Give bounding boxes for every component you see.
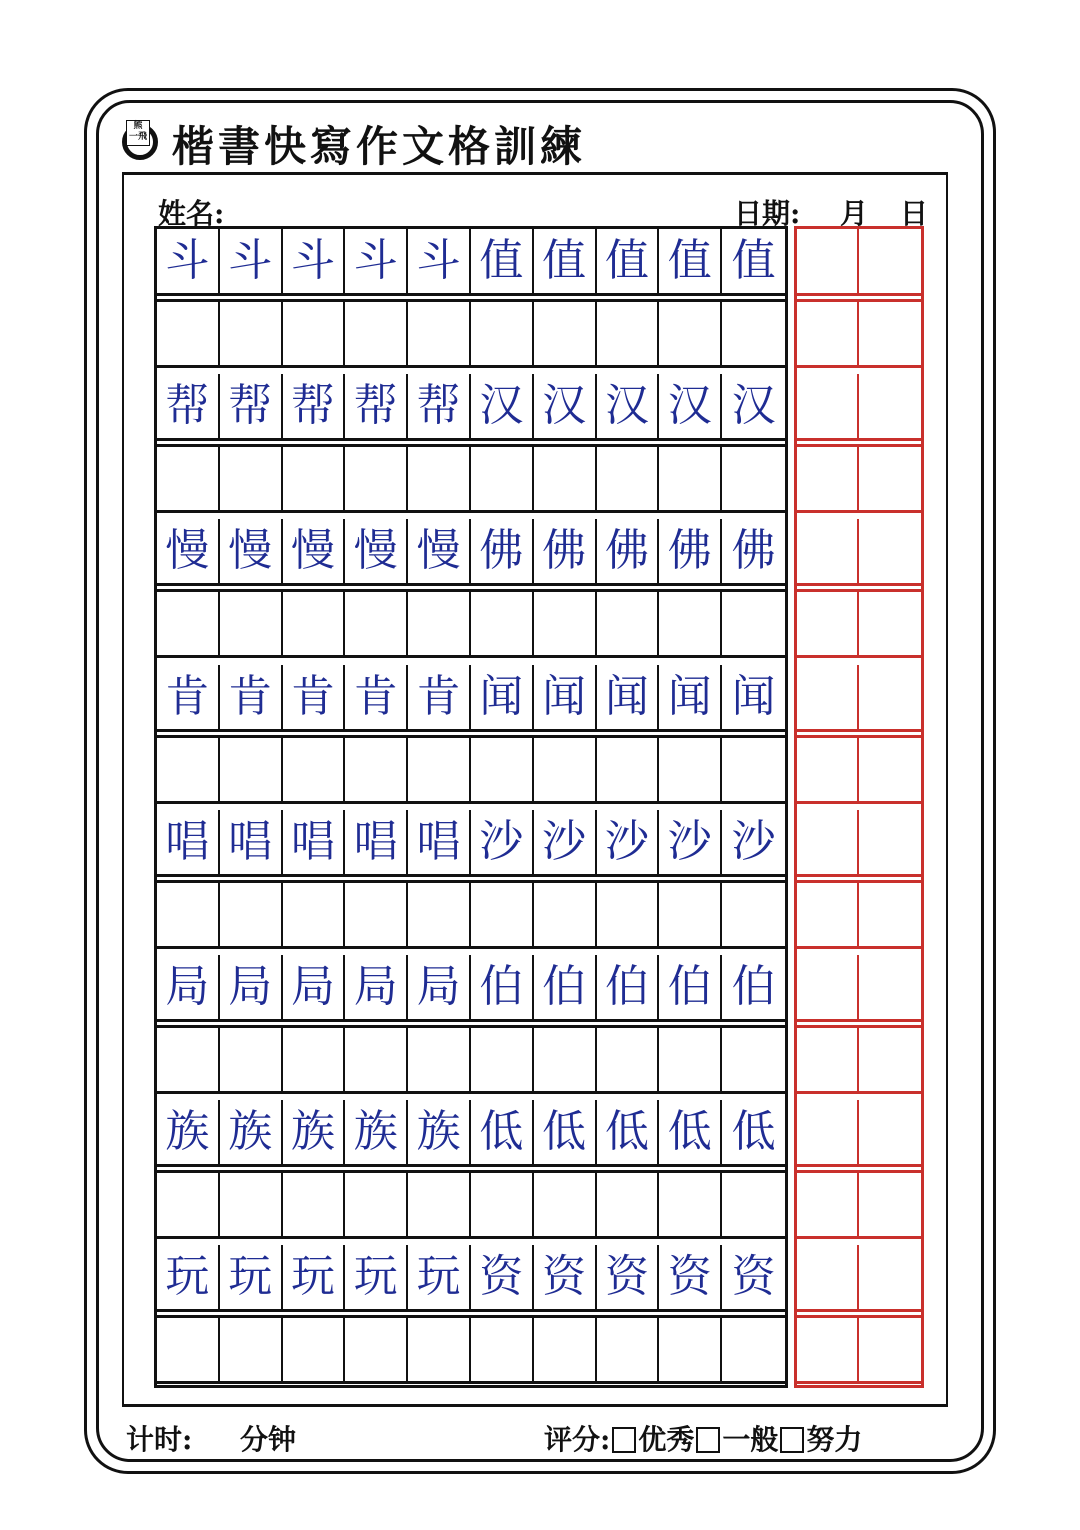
red-practice-cell[interactable] [797, 1245, 859, 1309]
red-practice-cell[interactable] [797, 810, 859, 874]
model-character-cell: 局 [157, 955, 220, 1019]
blank-practice-cell[interactable] [659, 591, 722, 655]
blank-practice-cell[interactable] [471, 737, 534, 801]
model-character-cell: 低 [659, 1100, 722, 1164]
model-character-cell: 汉 [731, 380, 776, 431]
blank-practice-cell[interactable] [534, 591, 597, 655]
model-character-cell: 值 [731, 235, 776, 286]
model-character-cell: 值 [534, 229, 597, 293]
model-character-cell: 汉 [597, 374, 660, 438]
month-label: 月 [840, 197, 869, 230]
red-practice-row [797, 374, 921, 441]
blank-practice-cell[interactable] [345, 446, 408, 510]
blank-practice-cell[interactable] [408, 301, 471, 365]
practice-row [157, 519, 785, 586]
blank-practice-row [157, 301, 785, 368]
red-practice-cell[interactable] [797, 591, 859, 655]
red-practice-row [797, 519, 921, 586]
model-character-cell: 闻 [597, 665, 660, 729]
blank-practice-cell[interactable] [534, 882, 597, 946]
red-practice-cell[interactable] [859, 810, 921, 874]
model-character-cell: 帮 [345, 374, 408, 438]
blank-practice-cell[interactable] [283, 1027, 346, 1091]
blank-practice-cell[interactable] [220, 301, 283, 365]
name-label: 姓名: [158, 197, 225, 230]
blank-practice-cell[interactable] [345, 882, 408, 946]
blank-practice-cell[interactable] [157, 591, 220, 655]
model-character-cell: 伯 [659, 955, 722, 1019]
blank-practice-cell[interactable] [345, 1172, 408, 1236]
checkbox-effort[interactable] [780, 1427, 804, 1453]
blank-practice-cell[interactable] [597, 882, 660, 946]
blank-practice-cell[interactable] [157, 1317, 220, 1381]
model-character-cell: 沙 [731, 816, 776, 867]
red-practice-row [797, 591, 921, 658]
red-practice-cell[interactable] [859, 1245, 921, 1309]
model-character-cell: 慢 [157, 519, 220, 583]
blank-practice-row [157, 737, 785, 804]
blank-practice-cell[interactable] [345, 591, 408, 655]
model-character-cell: 族 [345, 1100, 408, 1164]
blank-practice-cell[interactable] [659, 1027, 722, 1091]
blank-practice-cell[interactable] [597, 446, 660, 510]
blank-practice-cell[interactable] [597, 1172, 660, 1236]
blank-practice-cell[interactable] [283, 446, 346, 510]
blank-practice-cell[interactable] [722, 1172, 785, 1236]
model-character-cell: 资 [597, 1245, 660, 1309]
model-character-cell: 肯 [157, 665, 220, 729]
blank-practice-cell[interactable] [722, 301, 785, 365]
model-character-cell: 局 [408, 955, 471, 1019]
red-practice-row [797, 810, 921, 877]
practice-row [157, 665, 785, 732]
blank-practice-cell[interactable] [220, 1172, 283, 1236]
blank-practice-cell[interactable] [597, 1317, 660, 1381]
blank-practice-cell[interactable] [471, 1317, 534, 1381]
minutes-label: 分钟 [240, 1423, 297, 1456]
model-character-cell: 低 [597, 1100, 660, 1164]
blank-practice-cell[interactable] [157, 737, 220, 801]
red-practice-cell[interactable] [859, 737, 921, 801]
model-character-cell: 佛 [597, 519, 660, 583]
model-character-cell: 慢 [408, 519, 471, 583]
model-character-cell: 汉 [471, 374, 534, 438]
model-character-cell: 斗 [220, 229, 283, 293]
blank-practice-cell[interactable] [597, 301, 660, 365]
blank-practice-cell[interactable] [471, 1027, 534, 1091]
blank-practice-cell[interactable] [408, 591, 471, 655]
model-character-cell: 唱 [283, 810, 346, 874]
red-practice-cell[interactable] [859, 1100, 921, 1164]
blank-practice-cell[interactable] [157, 882, 220, 946]
practice-grid [154, 226, 788, 1388]
model-character-cell: 局 [283, 955, 346, 1019]
red-practice-grid [794, 226, 924, 1388]
model-character-cell: 慢 [283, 519, 346, 583]
model-character-cell: 帮 [220, 374, 283, 438]
practice-row [157, 810, 785, 877]
model-character-cell: 佛 [534, 519, 597, 583]
model-character-cell: 族 [220, 1100, 283, 1164]
red-practice-cell[interactable] [859, 374, 921, 438]
model-character-cell: 沙 [659, 810, 722, 874]
model-character-cell: 局 [345, 955, 408, 1019]
practice-row [157, 1100, 785, 1167]
red-practice-cell[interactable] [797, 1172, 859, 1236]
blank-practice-cell[interactable] [471, 446, 534, 510]
option-effort: 努力 [806, 1423, 863, 1456]
blank-practice-cell[interactable] [722, 446, 785, 510]
blank-practice-row [157, 882, 785, 949]
blank-practice-cell[interactable] [534, 1172, 597, 1236]
red-practice-cell[interactable] [797, 882, 859, 946]
checkbox-excellent[interactable] [612, 1427, 636, 1453]
red-practice-row [797, 737, 921, 804]
model-character-cell: 族 [157, 1100, 220, 1164]
practice-row [157, 229, 785, 296]
logo [122, 120, 162, 160]
red-practice-cell[interactable] [859, 446, 921, 510]
red-practice-cell[interactable] [859, 1317, 921, 1381]
model-character-cell: 唱 [345, 810, 408, 874]
model-character-cell: 低 [534, 1100, 597, 1164]
red-practice-cell[interactable] [797, 301, 859, 365]
logo-tag: 熊 一飛 [126, 120, 150, 146]
model-character-cell: 佛 [731, 525, 776, 576]
bottom-rule [122, 1404, 948, 1407]
blank-practice-cell[interactable] [408, 1027, 471, 1091]
red-practice-row [797, 446, 921, 513]
red-practice-cell[interactable] [859, 301, 921, 365]
model-character-cell: 肯 [408, 665, 471, 729]
model-character-cell: 低 [731, 1106, 776, 1157]
model-character-cell: 玩 [283, 1245, 346, 1309]
blank-practice-cell[interactable] [471, 301, 534, 365]
model-character-cell: 玩 [220, 1245, 283, 1309]
red-practice-row [797, 1172, 921, 1239]
model-character-cell: 沙 [597, 810, 660, 874]
model-character-cell: 唱 [157, 810, 220, 874]
red-practice-cell[interactable] [797, 737, 859, 801]
model-character-cell: 族 [408, 1100, 471, 1164]
blank-practice-cell[interactable] [597, 591, 660, 655]
red-practice-row [797, 1027, 921, 1094]
blank-practice-cell[interactable] [659, 882, 722, 946]
model-character-cell: 斗 [283, 229, 346, 293]
timer-label: 计时: [126, 1423, 193, 1456]
model-character-cell: 资 [659, 1245, 722, 1309]
blank-practice-cell[interactable] [283, 591, 346, 655]
red-practice-cell[interactable] [797, 665, 859, 729]
blank-practice-cell[interactable] [283, 737, 346, 801]
red-practice-cell[interactable] [797, 1317, 859, 1381]
model-character-cell: 伯 [597, 955, 660, 1019]
red-practice-cell[interactable] [797, 1100, 859, 1164]
model-character-cell: 肯 [283, 665, 346, 729]
model-character-cell: 伯 [731, 961, 776, 1012]
model-character-cell: 伯 [534, 955, 597, 1019]
model-character-cell: 局 [220, 955, 283, 1019]
left-rule [122, 172, 124, 1406]
blank-practice-cell[interactable] [220, 1027, 283, 1091]
blank-practice-cell[interactable] [157, 446, 220, 510]
blank-practice-cell[interactable] [597, 737, 660, 801]
blank-practice-cell[interactable] [345, 1027, 408, 1091]
blank-practice-row [157, 1027, 785, 1094]
red-practice-cell[interactable] [859, 519, 921, 583]
red-practice-row [797, 882, 921, 949]
model-character-cell: 玩 [408, 1245, 471, 1309]
red-practice-row [797, 1100, 921, 1167]
blank-practice-row [157, 446, 785, 513]
model-character-cell: 慢 [345, 519, 408, 583]
blank-practice-row [157, 1317, 785, 1384]
model-character-cell: 帮 [283, 374, 346, 438]
blank-practice-cell[interactable] [471, 882, 534, 946]
blank-practice-cell[interactable] [534, 1317, 597, 1381]
model-character-cell: 帮 [157, 374, 220, 438]
blank-practice-cell[interactable] [157, 301, 220, 365]
model-character-cell: 沙 [534, 810, 597, 874]
model-character-cell: 值 [471, 229, 534, 293]
blank-practice-cell[interactable] [220, 882, 283, 946]
score-area [544, 1418, 862, 1458]
blank-practice-cell[interactable] [408, 1317, 471, 1381]
option-excellent: 优秀 [638, 1423, 695, 1456]
red-practice-cell[interactable] [797, 229, 859, 293]
blank-practice-cell[interactable] [345, 737, 408, 801]
blank-practice-row [157, 591, 785, 658]
date-label: 日期: [734, 197, 801, 230]
blank-practice-cell[interactable] [345, 301, 408, 365]
model-character-cell: 闻 [534, 665, 597, 729]
model-character-cell: 值 [659, 229, 722, 293]
blank-practice-cell[interactable] [534, 446, 597, 510]
red-practice-cell[interactable] [859, 1027, 921, 1091]
blank-practice-cell[interactable] [408, 446, 471, 510]
blank-practice-cell[interactable] [283, 1172, 346, 1236]
model-character-cell: 闻 [659, 665, 722, 729]
blank-practice-cell[interactable] [471, 1172, 534, 1236]
blank-practice-cell[interactable] [534, 301, 597, 365]
blank-practice-cell[interactable] [283, 301, 346, 365]
red-practice-cell[interactable] [859, 665, 921, 729]
model-character-cell: 斗 [345, 229, 408, 293]
option-average: 一般 [722, 1423, 779, 1456]
model-character-cell: 帮 [408, 374, 471, 438]
blank-practice-cell[interactable] [220, 446, 283, 510]
red-practice-cell[interactable] [797, 955, 859, 1019]
model-character-cell: 闻 [731, 671, 776, 722]
model-character-cell: 低 [471, 1100, 534, 1164]
blank-practice-cell[interactable] [659, 1172, 722, 1236]
score-label: 评分: [544, 1423, 611, 1456]
model-character-cell: 肯 [220, 665, 283, 729]
model-character-cell: 玩 [345, 1245, 408, 1309]
blank-practice-cell[interactable] [408, 737, 471, 801]
model-character-cell: 伯 [471, 955, 534, 1019]
blank-practice-cell[interactable] [283, 1317, 346, 1381]
model-character-cell: 资 [731, 1251, 776, 1302]
practice-row [157, 1245, 785, 1312]
blank-practice-cell[interactable] [534, 1027, 597, 1091]
model-character-cell: 资 [471, 1245, 534, 1309]
blank-practice-cell[interactable] [659, 446, 722, 510]
blank-practice-cell[interactable] [157, 1027, 220, 1091]
red-practice-row [797, 1317, 921, 1384]
model-character-cell: 慢 [220, 519, 283, 583]
right-rule [946, 172, 948, 1406]
model-character-cell: 佛 [471, 519, 534, 583]
red-practice-cell[interactable] [797, 374, 859, 438]
blank-practice-cell[interactable] [471, 591, 534, 655]
blank-practice-cell[interactable] [408, 1172, 471, 1236]
red-practice-cell[interactable] [797, 446, 859, 510]
model-character-cell: 闻 [471, 665, 534, 729]
model-character-cell: 族 [283, 1100, 346, 1164]
blank-practice-cell[interactable] [722, 737, 785, 801]
red-practice-row [797, 229, 921, 296]
practice-row [157, 955, 785, 1022]
model-character-cell: 斗 [157, 229, 220, 293]
red-practice-cell[interactable] [859, 591, 921, 655]
blank-practice-cell[interactable] [722, 591, 785, 655]
model-character-cell: 佛 [659, 519, 722, 583]
blank-practice-cell[interactable] [220, 737, 283, 801]
blank-practice-cell[interactable] [659, 737, 722, 801]
blank-practice-cell[interactable] [283, 882, 346, 946]
model-character-cell: 玩 [157, 1245, 220, 1309]
model-character-cell: 肯 [345, 665, 408, 729]
day-label: 日 [900, 197, 929, 230]
red-practice-row [797, 301, 921, 368]
red-practice-cell[interactable] [859, 1172, 921, 1236]
red-practice-cell[interactable] [797, 1027, 859, 1091]
red-practice-row [797, 955, 921, 1022]
practice-row [157, 374, 785, 441]
blank-practice-cell[interactable] [345, 1317, 408, 1381]
blank-practice-cell[interactable] [659, 301, 722, 365]
model-character-cell: 唱 [408, 810, 471, 874]
model-character-cell: 值 [597, 229, 660, 293]
page-title: 楷書快寫作文格訓練 [172, 122, 587, 171]
blank-practice-cell[interactable] [408, 882, 471, 946]
model-character-cell: 沙 [471, 810, 534, 874]
top-rule [122, 172, 948, 175]
blank-practice-cell[interactable] [220, 1317, 283, 1381]
model-character-cell: 唱 [220, 810, 283, 874]
blank-practice-cell[interactable] [659, 1317, 722, 1381]
red-practice-cell[interactable] [797, 519, 859, 583]
red-practice-cell[interactable] [859, 882, 921, 946]
blank-practice-cell[interactable] [157, 1172, 220, 1236]
blank-practice-row [157, 1172, 785, 1239]
blank-practice-cell[interactable] [722, 1027, 785, 1091]
checkbox-average[interactable] [696, 1427, 720, 1453]
model-character-cell: 汉 [534, 374, 597, 438]
model-character-cell: 资 [534, 1245, 597, 1309]
blank-practice-cell[interactable] [722, 882, 785, 946]
red-practice-row [797, 665, 921, 732]
red-practice-cell[interactable] [859, 229, 921, 293]
red-practice-row [797, 1245, 921, 1312]
red-practice-cell[interactable] [859, 955, 921, 1019]
blank-practice-cell[interactable] [722, 1317, 785, 1381]
blank-practice-cell[interactable] [597, 1027, 660, 1091]
blank-practice-cell[interactable] [220, 591, 283, 655]
blank-practice-cell[interactable] [534, 737, 597, 801]
model-character-cell: 斗 [408, 229, 471, 293]
model-character-cell: 汉 [659, 374, 722, 438]
